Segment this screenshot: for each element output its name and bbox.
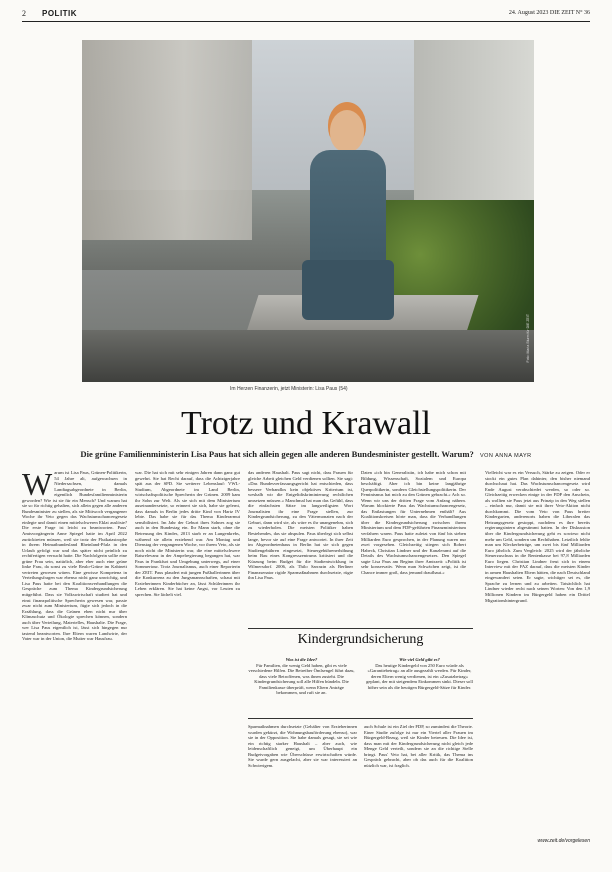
info-box-idea xyxy=(248,657,355,696)
column-1 xyxy=(22,470,127,810)
info-box-title: Kindergrundsicherung xyxy=(297,632,424,647)
dek-text: Die grüne Familienministerin Lisa Paus hat sich allein gegen alle anderen Bundesminister gestellt. Warum? xyxy=(80,449,474,459)
section-label: POLITIK xyxy=(42,8,78,18)
column-3-text: das anderen Haushalt. Paus sagt nicht, dass Frauen für gleiche Arbeit gleichen Geld verdienen sollten. Sie sagt: »Das Bundesverfassungsgericht hat entschieden, dass bessere Verbandlos kein objektives Kriterium ist, weshalb wir die Entgeltdiskriminierung rechtlichen umsetzen müssen.« Manchmal hat man das Gefühl, dass die einfachsten Sätze im langweiligsten Wort Journalisten ihr eine Frage stellen, zur Kindergrundsicherung, zu den Vätermonaten nach der Geburt, dann wird sie, als wäre es ihr unangenehm, sich zu wiederholen. Die meisten Politiker haben Bestehendes, das sie abspulen. Paus überlegt sich selbst lange, bevor sie auf eine Frage antwortet. In ihrer Zeit im Abgeordnetenhaus in Berlin hat sie sich gegen Studiengebühren eingesetzt, Steuergebührenerhöhung beim Bau eines Kongresszentrums kritisiert und die Kürzung beim Budget für die Stadtentwicklung in Wilmersdorf. 2006, als Thilo Sarrazin als Berliner Finanzsenator rigide Sparmaßnahmen durchsetzte, rügte ihn Lisa Paus. xyxy=(248,470,353,581)
lower-column-3 xyxy=(248,724,357,844)
info-box-answer-1: Für Familien, die wenig Geld haben, gibt es viele verschiedene Hilfen. Die Betreiber Ömlsengel führt dazu, dass viele Betroffenen, was ihnen zusteht. Die Kindergrundsicherung soll alle Hilfen bündeln. Die Familienkasse überprüft, wenn Eltern Anträge bekommen, und ruft sie an. xyxy=(248,662,355,696)
article-photo xyxy=(82,40,534,382)
column-1-text: arum ist Lisa Paus, Grünen-Politikerin, 54 Jahre alt, aufgewachsen in Niedersachsen, damals Landtagsabgeordnete in Berlin, eigentlich Bundesfamilienministerin geworden? Wie ist sie für ein Mensch? Und warum hat sie so für richtig gehalten, sich allein gegen alle anderen Bundesminister zu stellen, als sie Mittwoch vergangener Woche ihr Veto gegen das Wachstumschancengesetz einlegte und damit einen mittelschweren Eklat auslöste? Die erste Frage ist leicht zu beantworten. Paus' Amtsvorgängerin Anne Spiegel hatte im April 2022 zurücktreten müssen, weil sie trotz der Flutkatastrophe in ihrem Heimatbundesland Rheinland-Pfalz in den Urlaub gefolgt war und das später nicht peinlich zu rechtfertigen versucht hatte. Die Nachfolgerin sollte eine grüne Frau sein, natürlich, aber eher auch eine grüne linke Frau, da sonst zu viele Realo-Grüne im Kabinett vertreten gewesen wären. Eine gewisse Kompetenz in Verteilungsfragen war ebenso nicht ganz unwichtig, und Lisa Paus hatte bei den Koalitionsverhandlungen die Gespräche zum Thema Kindergrundsicherung mitgeführt. Dass sie Volkswirtschaft studiert hat und einst finanzpolitische Sprecherin gewesen war, passte zwar nicht zum Ministerium, fügte sich jedoch in die Erzählung, dass die Grünen eben nicht nur über Klimaschutz und Ökologie sprechen können, sondern auch über Verteilung, Materielles, Haushalte. Die Frage, wer Lisa Paus eigentlich ist, lässt sich hingegen nur tastend beantworten. Ihre Eltern waren Landwirte, der Vater war in der Union, die Mutter war Hausfrau. xyxy=(22,470,127,642)
drop-cap: W xyxy=(22,470,53,502)
header-rule xyxy=(22,21,590,22)
column-2 xyxy=(135,470,240,810)
lower-column-4 xyxy=(364,724,473,844)
info-box-money xyxy=(366,657,473,690)
column-5 xyxy=(485,470,590,810)
column-5-text: Vielleicht war es ein Versuch, Stärke zu zeigen. Oder er stockt ein gutes Plan dahinter, den bisher niemand durchschaut hat. Das Wachstumschancengesetz wird Ende August verabschiedet werden, so oder so. Gleichzeitig erwecken einige in der FDP den Anschein, als wollten sie Paus jetzt aus Prinzip in den Weg stellen – einfach nur, damit sie mit ihrer Veto-Aktion nicht durchkommt. Die vom Veto von Paus breiter Kindergarten, anderenorts haben die Liberalen das Heizungsgesetz gestoppt, nachdem es ihre bereits regierungsintern abgestimmt hatten. In der Diskussion über die Kindergrundsicherung geht es sowieso nicht mehr um Geld, sondern um Rechthaben. Letztlich fehlte man um Kleckerbeträge, um zwei bis fünf Milliarden Euro jährlich. Zum Vergleich: 2025 wird der jährliche Steuerzuschuss in die Rentenkasse bei 97,8 Milliarden Euro liegen. Christian Lindner freut sich in einem Interview mit der FAZ darauf, dass die meisten Kinder in armen Haushalten Eltern hätten, die nach Deutschland eingewandert seien. Er sagte, wichtiger sei es, die Sprache zu lernen und zu arbeiten. Tatsächlich hat Lindner wieder recht nach seinen Worten: Von den 1,9 Millionen Kindern im Bürgergeld haben ein Drittel Migrationshintergrund. xyxy=(485,470,590,603)
lower-column-4-text: auch Schule ist ein Ziel der FDP, so zumindest die Theorie. Einer Studie zufolge ist nur ein Viertel aller Frauen im Bürgergeld-Bezug, weil sie Kinder betreuen. Die Idee ist, dass man mit der Kindergrundsicherung nicht gleich jede Menge Geld verteilt, sondern sie an die richtige Stelle bringt. Paus' Veto hat, bei aller Kritik, das Thema ins Gespräch gebracht, aber ob das auch für die Koalition nützlich war, ist fraglich. xyxy=(364,724,473,768)
column-3 xyxy=(248,470,353,622)
article-title: Trotz und Krawall xyxy=(181,405,431,442)
page-number: 2 xyxy=(22,8,26,18)
issue-date: 24. August 2023 DIE ZEIT N° 36 xyxy=(508,10,590,16)
info-box-question-2: Wie viel Geld gibt es? xyxy=(399,657,440,662)
person-figure xyxy=(292,110,402,330)
column-2-text: war. Die hat sich mit sehr einigen Jahren dann ganz gut gewehrt. Sie hat Recht darauf, dass die Achtzigerjahre spät aus der SPD. Sie weiterer Lebenslauf: VWL-Studium, Abgeordnete im Land Berlin, wirtschaftspolitische Sprecherin der Grünen. 2009 kam ihr Sohn zur Welt. Als sie sich mit dem Ministerium auseinandersetzte, so erinnert sie sich, habe sie gelernt, dass damals in Berlin jedes dritte Kind von Hartz IV lebte. Das habe sie für das Thema Kinderarmut sensibilisiert. Im Jahr der Geburt ihres Sohnes zog sie auch in den Bundestag ein. Ihr Mann starb, ohne die Betreuung des Kindes, 2013 starb er an Lungenkrebs, während sie allein erziehend war. Am Montag und Dienstag der vergangenen Woche, vor ihrem Veto, als sie noch nicht die Ministerin war, die eine mittelschwere Ratsrelevanz in der Ampelregierung begangen hat, war Paus in Frankfurt und Umgebung unterwegs, auf einer Sommertour. Trotz Journalismus, auch einer Reporterin der ZEIT. Paus plaudert mit jungen Fußballerinnen über die Konkurrenz zu den Jungsmannschaften, schaut mit Erzieherinnen Kinderbücher an, lässt Schülerinnen ihr Leben erklären. Sie hat keine Angst, vor Leuten zu sprechen. Sie lächelt viel. xyxy=(135,470,240,598)
column-4-text: Daten »ich bin Generalistin, ich habe mich schon mit Bildung, Wissenschaft, Sozialem und Europa beschäftigt. Aber ich bin keine langjährige Querpolitikerin, sondern Gleichstellungspolitikerin. Der Feminismus hat mich zu den Grünen gebracht.« Ach so. Wenn wir uns der dritten Frage vom Anfang nähern. Warum blockierte Paus das Wachstumschancengesetz, das Entlastungen für Unternehmen enthält? Aus Koalitionskreisen hörte man, dass die Verhandlungen über die Kindergrundsicherung zwischen ihrem Ministerium und dem FDP-geführten Finanzministerium verfahren waren. Paus hatte zuletzt von fünf bis sieben Milliarden Euro gesprochen, in der Planung waren nur zwei vorgesehen. Gleichzeitig stiegen sich Robert Habeck, Christian Lindner und der Kanzleramt auf die Details des Wachstumschancengesetzes. Den Spiegel sagte Lisa Paus am Beginn ihrer Amtszeit: »Politik ist sehr konservativ. Wenn man Schwächen zeigt, ist die Chance immer groß, dass jemand draufhaut.« xyxy=(361,470,466,575)
lower-column-3-text: Sparmaßnahmen durchsetzte (Gehälter von Erzieherinnen wurden gekürzt, die Wohnungsbauförderung ebenso), war sie in der Opposition. Sie habe damals gesagt, sie sei wie ein richtig starker Haushalt – aber auch, wie leidenschaftlich geneigt, um Überhaupt ein Budgetvorgaben wie Überschüsse erwirtschaften würde. Sie wurde gern ausgelacht, aber sie war interessiert an Schwierigem. xyxy=(248,724,357,768)
photo-credit: Foto: Maria Sturm für DIE ZEIT xyxy=(526,313,530,362)
footer-url: www.zeit.de/vorgelesen xyxy=(537,838,590,844)
info-box-question-1: Was ist die Idee? xyxy=(285,657,318,662)
photo-caption: Im Herzen Finanzerin, jetzt Ministerin: Lisa Paus (54) xyxy=(230,386,348,392)
article-dek xyxy=(0,449,612,459)
author-byline: VON ANNA MAYR xyxy=(479,453,532,459)
page-header xyxy=(22,6,590,20)
info-box-answer-2: Das heutige Kindergeld von 250 Euro würde als »Garantiebetrag« an alle ausgezahlt werden. Für Kinder, deren Eltern wenig verdienen, ist ein »Zusatzbetrag« geplant, der mit steigendem Einkommen sinkt. Dieser soll höher sein als die heutigen Bürgergeld-Sätze für Kinder. xyxy=(366,662,473,690)
box-rule-bottom xyxy=(248,718,473,719)
box-rule-top xyxy=(248,628,473,629)
